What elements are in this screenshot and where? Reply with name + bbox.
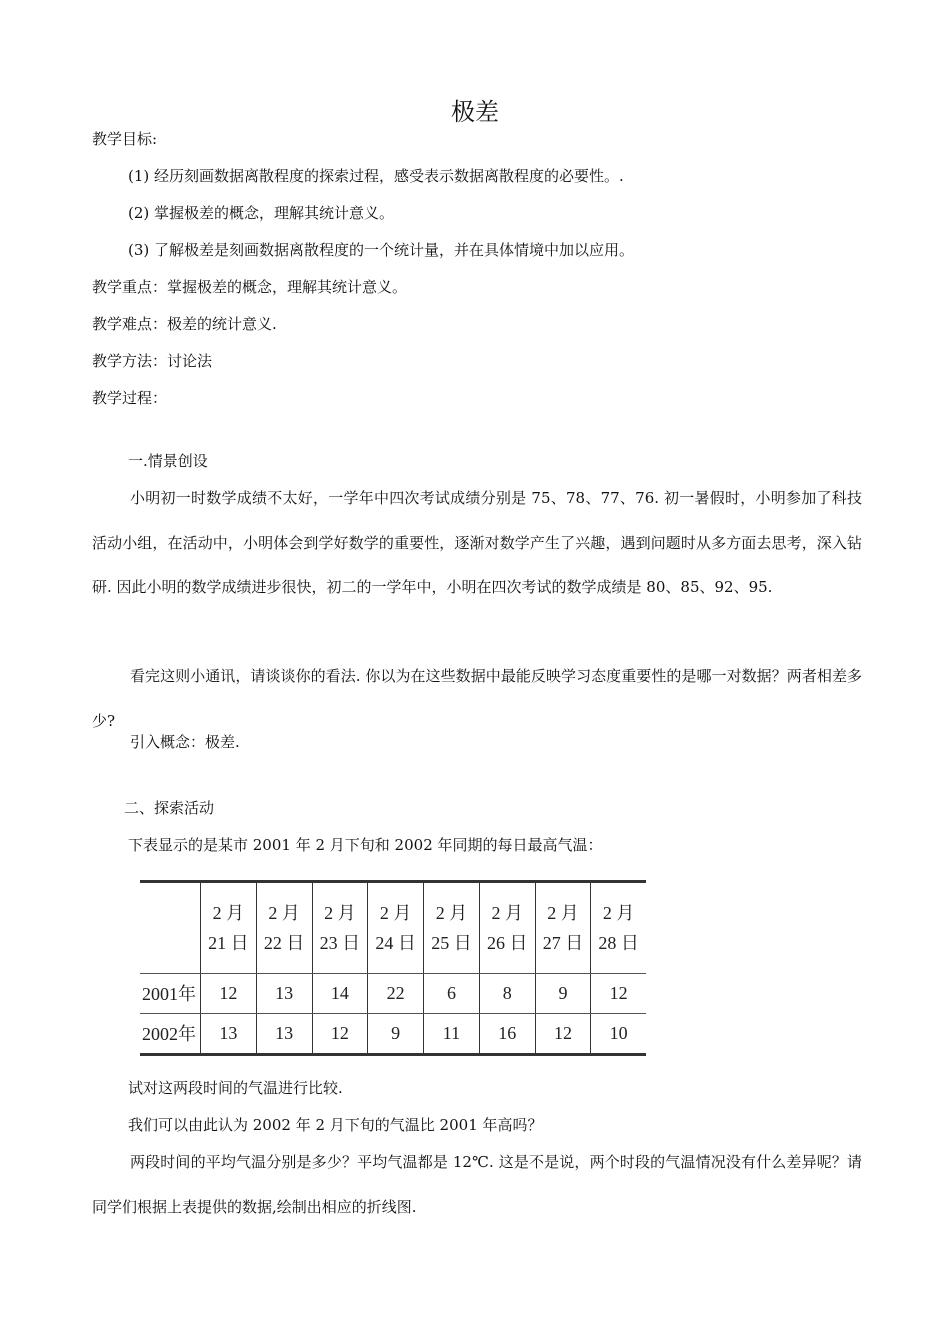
table-cell: 10 (591, 1013, 646, 1054)
objective-item: (3) 了解极差是刻画数据离散程度的一个统计量，并在具体情境中加以应用。 (128, 241, 635, 259)
objective-item: (1) 经历刻画数据离散程度的探索过程，感受表示数据离散程度的必要性。. (128, 167, 624, 185)
table-cell: 22 (368, 974, 424, 1014)
table-header-row (140, 882, 646, 974)
objectives-label: 教学目标: (92, 130, 158, 148)
question-paragraph: 看完这则小通讯，请谈谈你的看法. 你以为在这些数据中最能反映学习态度重要性的是哪一对数据？两者相差多少? (92, 667, 862, 730)
section-heading: 一.情景创设 (128, 452, 208, 470)
table-cell: 12 (535, 1013, 591, 1054)
row-label: 2002年 (140, 1013, 201, 1054)
table-cell: 9 (368, 1013, 424, 1054)
table-cell: 8 (479, 974, 535, 1014)
date-header: 2 月 25 日 (424, 882, 480, 974)
scenario-paragraph: 小明初一时数学成绩不太好，一学年中四次考试成绩分别是 75、78、77、76. 初一暑假时，小明参加了科技活动小组，在活动中，小明体会到学好数学的重要性，逐渐对数学产生了兴趣，遇到问题时从多方面去思考，深入钻研. 因此小明的数学成绩进步很快，初二的一学年中，小明在四次考试的数学成绩是 80、85、92、95. (92, 489, 862, 596)
table-cell: 12 (591, 974, 646, 1014)
temperature-table (140, 880, 646, 1056)
table-cell: 11 (424, 1013, 480, 1054)
date-header: 2 月 22 日 (256, 882, 312, 974)
table-cell: 14 (312, 974, 368, 1014)
table-cell: 16 (479, 1013, 535, 1054)
difficulty: 教学难点：极差的统计意义. (92, 315, 277, 333)
row-label: 2001年 (140, 974, 201, 1014)
table-intro: 下表显示的是某市 2001 年 2 月下旬和 2002 年同期的每日最高气温： (128, 836, 603, 854)
table-cell: 6 (424, 974, 480, 1014)
question-compare: 试对这两段时间的气温进行比较. (128, 1079, 343, 1097)
date-header: 2 月 28 日 (591, 882, 646, 974)
teaching-method: 教学方法：讨论法 (92, 352, 213, 370)
date-header: 2 月 26 日 (479, 882, 535, 974)
section-heading: 二、探索活动 (124, 799, 215, 817)
objective-item: (2) 掌握极差的概念，理解其统计意义。 (128, 204, 395, 222)
table-cell: 13 (256, 974, 312, 1014)
key-point: 教学重点：掌握极差的概念，理解其统计意义。 (92, 278, 408, 296)
table-cell: 9 (535, 974, 591, 1014)
question-average: 两段时间的平均气温分别是多少？平均气温都是 12℃. 这是不是说，两个时段的气温情况没有什么差异呢？请同学们根据上表提供的数据,绘制出相应的折线图. (92, 1153, 862, 1216)
teaching-process: 教学过程： (92, 389, 168, 407)
table-cell: 12 (201, 974, 257, 1014)
table-corner-cell (140, 882, 201, 974)
date-header: 2 月 27 日 (535, 882, 591, 974)
table-cell: 13 (201, 1013, 257, 1054)
document-title: 极差 (451, 98, 499, 126)
date-header: 2 月 23 日 (312, 882, 368, 974)
table-row (140, 1013, 646, 1054)
date-header: 2 月 21 日 (201, 882, 257, 974)
table-cell: 12 (312, 1013, 368, 1054)
table-row (140, 974, 646, 1014)
question-higher: 我们可以由此认为 2002 年 2 月下旬的气温比 2001 年高吗？ (128, 1116, 543, 1134)
concept-intro: 引入概念：极差. (130, 733, 240, 751)
table-cell: 13 (256, 1013, 312, 1054)
date-header: 2 月 24 日 (368, 882, 424, 974)
